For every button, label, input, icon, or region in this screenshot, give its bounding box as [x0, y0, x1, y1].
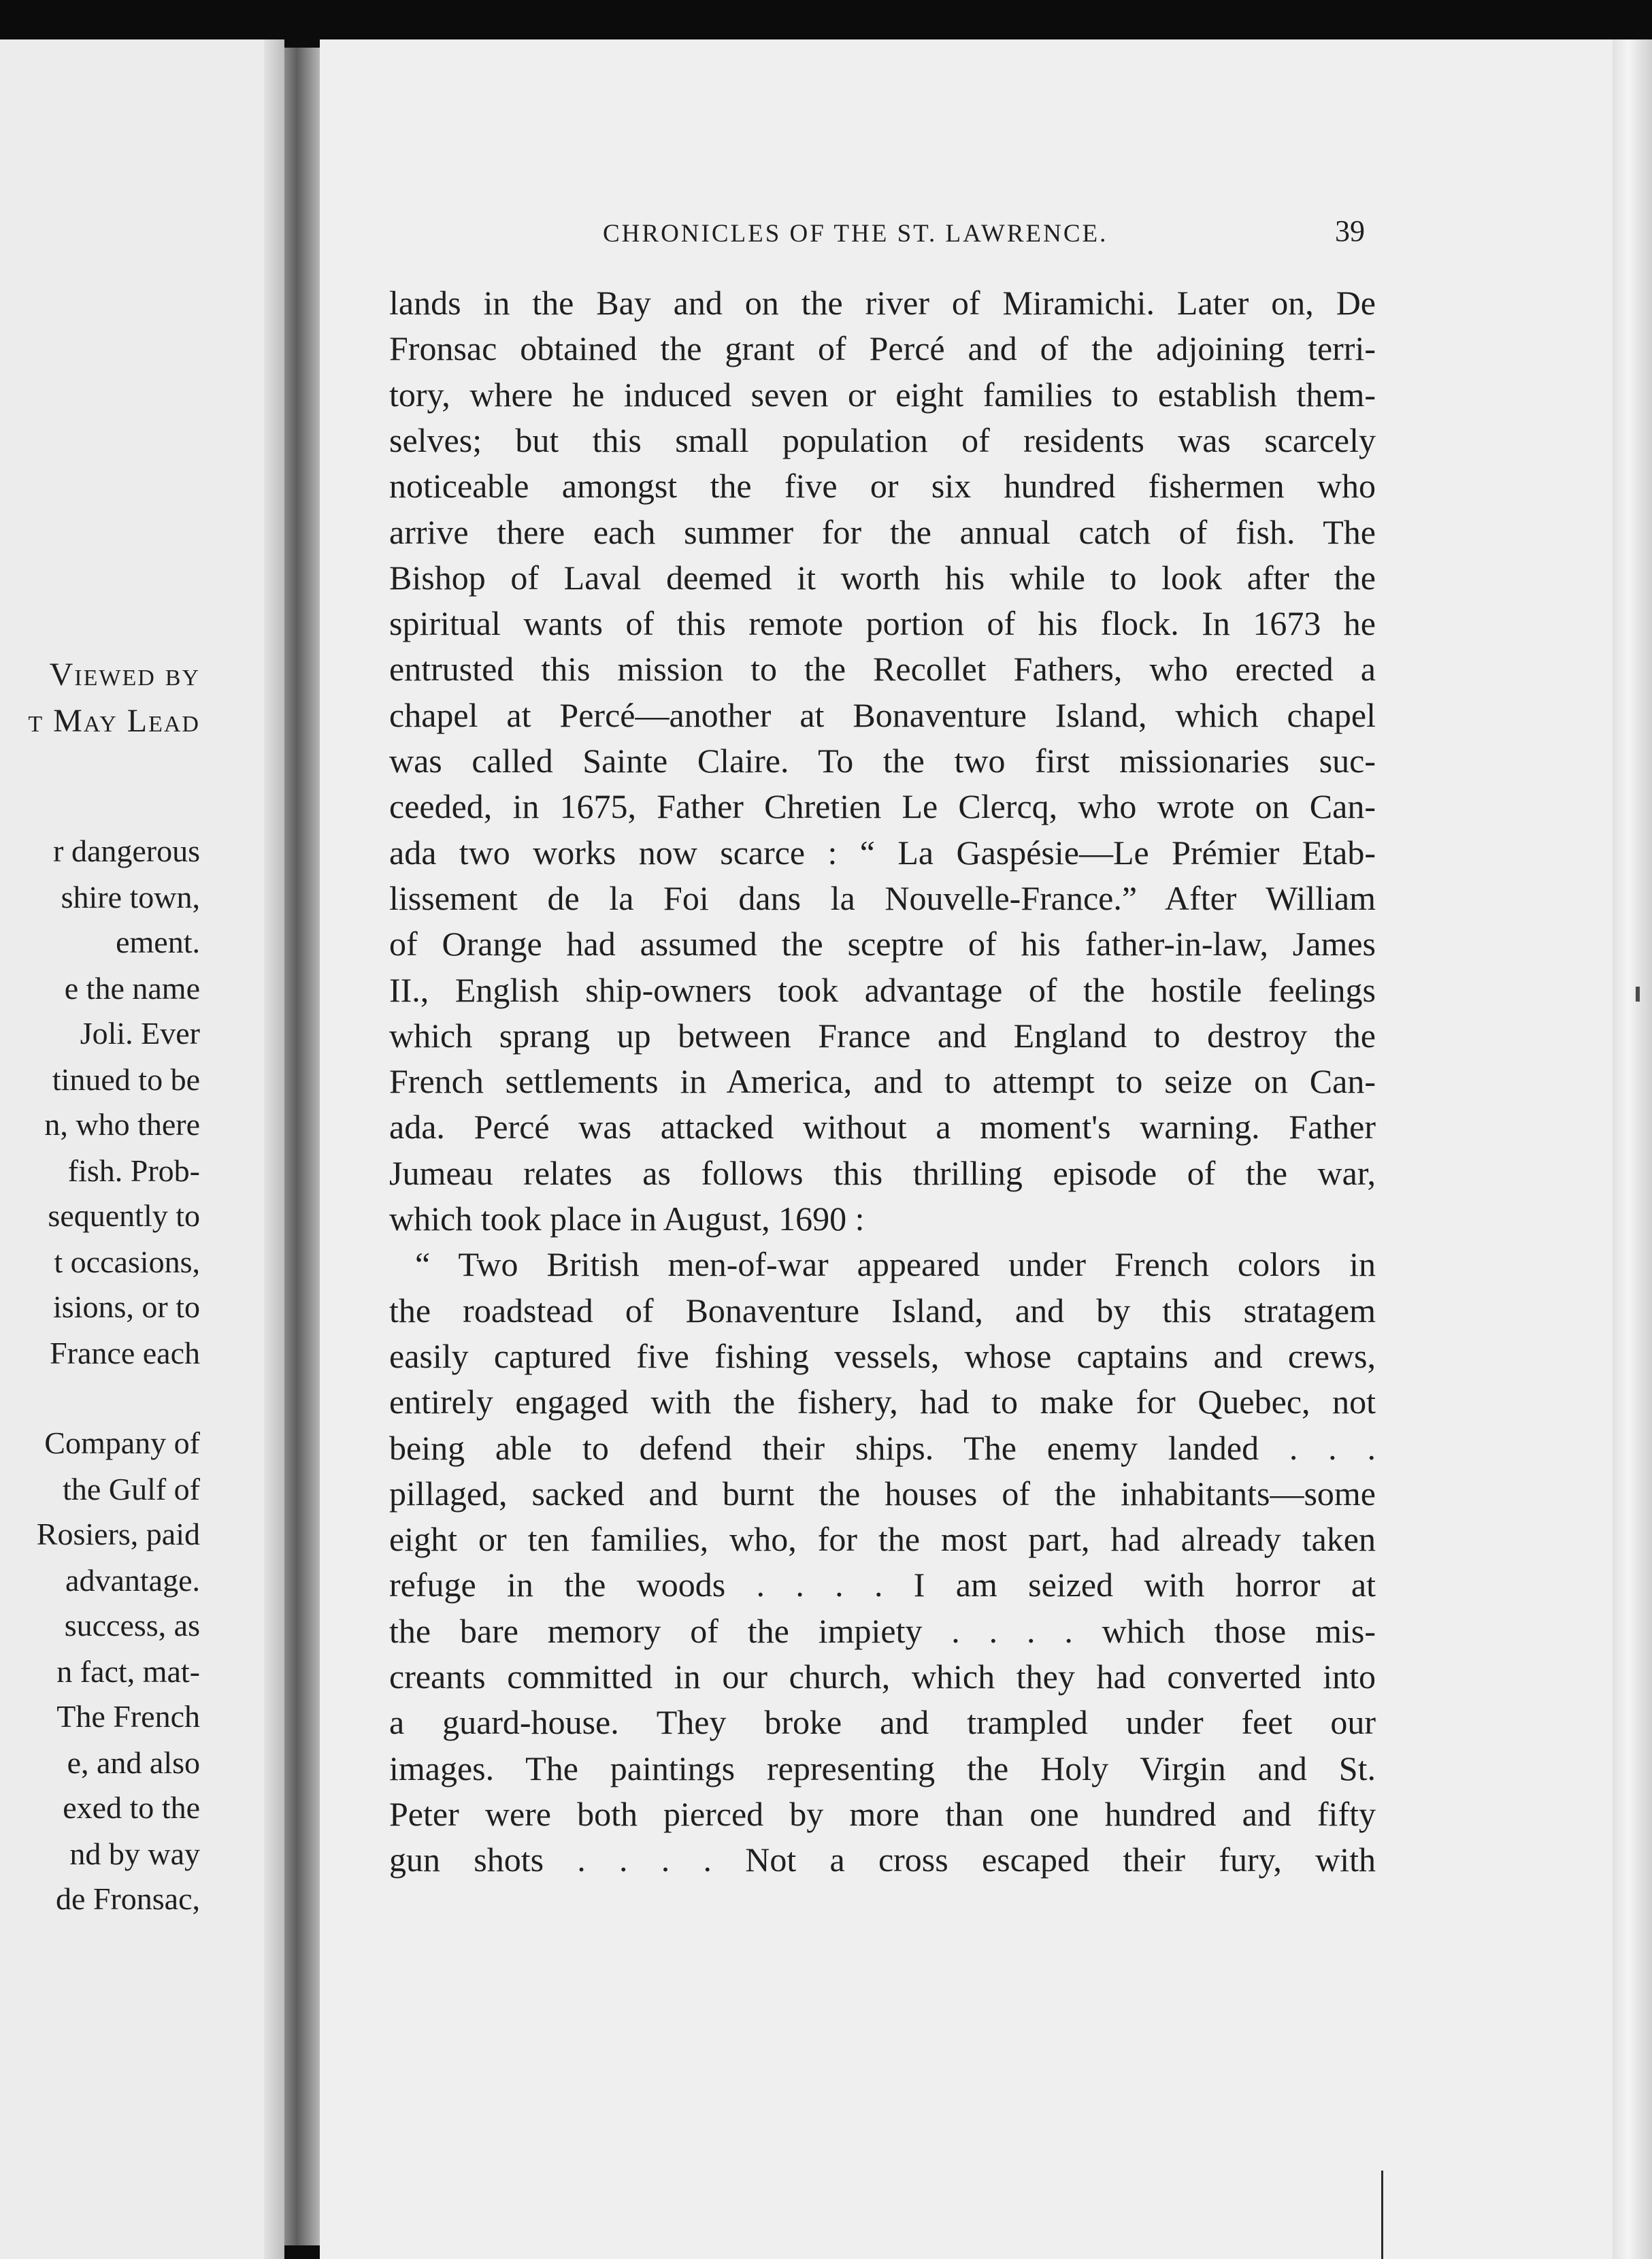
running-head: CHRONICLES OF THE ST. LAWRENCE.: [603, 220, 1108, 248]
text-line: French settlements in America, and to attempt to seize on Can-: [389, 1062, 1376, 1100]
text-line: “ Two British men-of-war appeared under French colors in: [415, 1245, 1376, 1283]
left-page: [0, 39, 284, 2259]
text-line: was called Sainte Claire. To the two first missionaries suc-: [389, 742, 1376, 780]
text-line: entirely engaged with the fishery, had to make for Quebec, not: [389, 1383, 1376, 1421]
left-page-line: isions, or to: [53, 1289, 200, 1324]
text-line: creants committed in our church, which they had converted into: [389, 1658, 1376, 1696]
text-line: entrusted this mission to the Recollet Fathers, who erected a: [389, 650, 1376, 688]
text-line: Fronsac obtained the grant of Percé and of the adjoining terri-: [389, 329, 1376, 367]
text-line: easily captured five fishing vessels, whose captains and crews,: [389, 1337, 1376, 1375]
left-page-line: the Gulf of: [63, 1472, 200, 1506]
left-page-line: r dangerous: [53, 834, 200, 868]
text-line: selves; but this small population of residents was scarcely: [389, 421, 1376, 459]
text-line: which took place in August, 1690 :: [389, 1200, 865, 1238]
text-line: being able to defend their ships. The enemy landed . . .: [389, 1429, 1376, 1467]
text-line: refuge in the woods . . . . I am seized with horror at: [389, 1566, 1376, 1604]
left-page-line: fish. Prob-: [67, 1153, 200, 1188]
left-page-line: t May Lead: [28, 703, 200, 739]
text-line: gun shots . . . . Not a cross escaped their fury, with: [389, 1841, 1376, 1879]
text-line: noticeable amongst the five or six hundred fishermen who: [389, 467, 1376, 505]
text-line: of Orange had assumed the sceptre of his father-in-law, James: [389, 925, 1376, 963]
left-page-line: France each: [50, 1336, 200, 1370]
text-line: the bare memory of the impiety . . . . which those mis-: [389, 1612, 1376, 1650]
left-page-line: Rosiers, paid: [36, 1517, 200, 1551]
text-line: Bishop of Laval deemed it worth his while to look after the: [389, 559, 1376, 597]
text-line: images. The paintings representing the Holy Virgin and St.: [389, 1749, 1376, 1787]
left-page-line: nd by way: [69, 1836, 200, 1871]
text-line: Jumeau relates as follows this thrilling episode of the war,: [389, 1154, 1376, 1192]
text-line: eight or ten families, who, for the most part, had already taken: [389, 1520, 1376, 1558]
left-page-line: ement.: [116, 925, 200, 959]
left-page-line: de Fronsac,: [55, 1881, 200, 1916]
text-line: ada two works now scarce : “ La Gaspésie—Le Prémier Etab-: [389, 834, 1376, 872]
text-line: ceeded, in 1675, Father Chretien Le Clercq, who wrote on Can-: [389, 787, 1376, 825]
scan-speck: [1636, 987, 1640, 1002]
left-page-line: n fact, mat-: [56, 1654, 200, 1689]
left-page-line: e the name: [64, 971, 200, 1006]
right-page: [320, 39, 1613, 2259]
text-line: pillaged, sacked and burnt the houses of the inhabitants—some: [389, 1474, 1376, 1513]
left-page-line: advantage.: [65, 1563, 200, 1598]
text-line: tory, where he induced seven or eight families to establish them-: [389, 376, 1376, 414]
left-page-line: Joli. Ever: [80, 1016, 200, 1051]
text-line: the roadstead of Bonaventure Island, and by this stratagem: [389, 1291, 1376, 1330]
left-page-line: t occasions,: [54, 1244, 200, 1279]
text-line: a guard-house. They broke and trampled under feet our: [389, 1703, 1376, 1741]
left-page-line: exed to the: [63, 1790, 200, 1825]
text-line: lands in the Bay and on the river of Miramichi. Later on, De: [389, 284, 1376, 322]
text-line: spiritual wants of this remote portion of his flock. In 1673 he: [389, 604, 1376, 642]
text-line: II., English ship-owners took advantage of the hostile feelings: [389, 971, 1376, 1009]
left-page-line: Viewed by: [49, 657, 200, 693]
left-page-line: success, as: [64, 1608, 200, 1643]
text-line: ada. Percé was attacked without a moment's warning. Father: [389, 1108, 1376, 1146]
text-line: chapel at Percé—another at Bonaventure Island, which chapel: [389, 696, 1376, 734]
left-page-line: sequently to: [48, 1198, 200, 1233]
text-line: lissement de la Foi dans la Nouvelle-France.” After William: [389, 879, 1376, 917]
left-page-line: The French: [56, 1699, 200, 1734]
left-page-line: n, who there: [44, 1107, 200, 1142]
left-page-line: tinued to be: [52, 1062, 200, 1097]
text-line: arrive there each summer for the annual catch of fish. The: [389, 513, 1376, 551]
left-page-line: Company of: [44, 1425, 200, 1460]
right-page-edge: [1613, 39, 1652, 2259]
left-page-shadow: [264, 39, 284, 2259]
left-page-line: shire town,: [61, 880, 200, 914]
scan-edge-mark: [1381, 2171, 1383, 2259]
text-line: Peter were both pierced by more than one hundred and fifty: [389, 1795, 1376, 1833]
left-page-line: e, and also: [67, 1745, 200, 1780]
text-line: which sprang up between France and England to destroy the: [389, 1017, 1376, 1055]
page-number: 39: [1335, 214, 1365, 248]
